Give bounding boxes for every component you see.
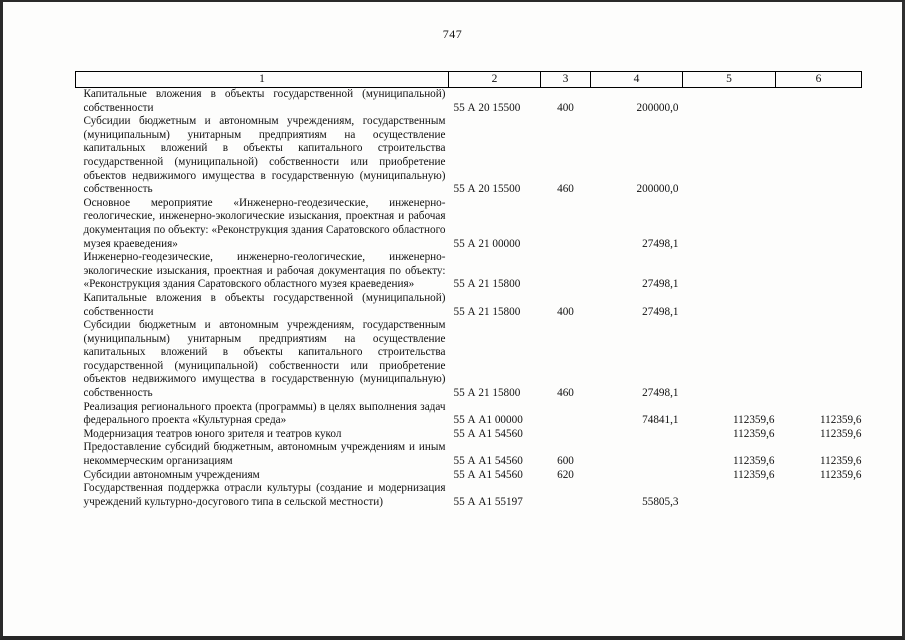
- cell-col6: 112359,6: [819, 455, 862, 468]
- column-header-6: 6: [776, 72, 862, 88]
- cell-col3: [541, 251, 591, 292]
- cell-name: Субсидии бюджетным и автономным учреждениям, государственным (муниципальным) унитарным предприятиям на осуществление капитальных вложений в объекты капитального строительства государственной (муниципальной) собственности или приобретение объектов недвижимого имущества в государственную (муниципальную) собственность: [83, 319, 446, 400]
- cell-col6: [776, 88, 862, 116]
- cell-col5: 112359,6: [732, 414, 775, 427]
- cell-col3: [541, 428, 591, 442]
- cell-col6: 112359,6: [819, 427, 862, 440]
- table-row: [76, 292, 862, 319]
- cell-col5: [683, 319, 776, 401]
- cell-col3: 400: [557, 305, 574, 318]
- column-header-5: 5: [683, 72, 776, 88]
- cell-code: 55 А А1 54560: [453, 427, 523, 440]
- table-row: [76, 401, 862, 428]
- page-number: 747: [442, 27, 463, 41]
- cell-code: 55 А 20 15500: [453, 183, 521, 196]
- cell-code: 55 А 21 15800: [453, 387, 521, 400]
- cell-col3: 460: [557, 387, 574, 400]
- table-row: [76, 88, 862, 116]
- cell-code: 55 А 21 00000: [453, 237, 521, 250]
- table-row: [76, 251, 862, 292]
- cell-name: Инженерно-геодезические, инженерно-геологические, инженерно-экологические изыскания, проектная и рабочая документация по объекту: «Реконструкция здания Саратовского областного музея краеведения»: [83, 251, 446, 291]
- cell-name: Государственная поддержка отрасли культуры (создание и модернизация учреждений культурно-досугового типа в сельской местности): [83, 482, 446, 508]
- cell-col6: [776, 482, 862, 509]
- cell-col4: 27498,1: [642, 278, 679, 291]
- cell-name: Субсидии автономным учреждениям: [83, 468, 260, 481]
- cell-code: 55 А 20 15500: [453, 101, 521, 114]
- cell-col4: 55805,3: [642, 495, 679, 508]
- cell-col3: 600: [557, 455, 574, 468]
- cell-code: 55 А А1 55197: [453, 495, 523, 508]
- table-row: [76, 428, 862, 442]
- cell-name: Модернизация театров юного зрителя и театров кукол: [83, 427, 342, 440]
- cell-code: 55 А А1 54560: [453, 468, 523, 481]
- cell-name: Капитальные вложения в объекты государственной (муниципальной) собственности: [83, 88, 446, 114]
- table-row: [76, 115, 862, 197]
- cell-code: 55 А 21 15800: [453, 305, 521, 318]
- cell-code: 55 А А1 54560: [453, 455, 523, 468]
- cell-name: Субсидии бюджетным и автономным учреждениям, государственным (муниципальным) унитарным предприятиям на осуществление капитальных вложений в объекты капитального строительства государственной (муниципальной) собственности или приобретение объектов недвижимого имущества в государственную (муниципальную) собственность: [83, 115, 446, 196]
- cell-col4: 27498,1: [642, 387, 679, 400]
- cell-col5: 112359,6: [732, 455, 775, 468]
- cell-col4: 27498,1: [642, 237, 679, 250]
- cell-col4: 27498,1: [642, 305, 679, 318]
- cell-col6: [776, 251, 862, 292]
- cell-col4: [591, 441, 683, 468]
- table-row: [76, 319, 862, 401]
- table-row: [76, 469, 862, 483]
- cell-col3: 400: [557, 101, 574, 114]
- cell-col5: 112359,6: [732, 468, 775, 481]
- column-header-4: 4: [591, 72, 683, 88]
- cell-name: Предоставление субсидий бюджетным, автономным учреждениям и иным некоммерческим организациям: [83, 441, 446, 468]
- table-row: [76, 197, 862, 251]
- cell-col4: [591, 428, 683, 442]
- cell-name: Капитальные вложения в объекты государственной (муниципальной) собственности: [83, 291, 446, 318]
- budget-table: [75, 71, 862, 509]
- column-header-2: 2: [449, 72, 541, 88]
- cell-col5: 112359,6: [732, 427, 775, 440]
- cell-col5: [683, 482, 776, 509]
- cell-col6: [776, 292, 862, 319]
- table-header-row: [76, 72, 862, 88]
- cell-col3: [541, 401, 591, 428]
- cell-col6: 112359,6: [819, 414, 862, 427]
- cell-col6: 112359,6: [819, 468, 862, 481]
- cell-col4: [591, 469, 683, 483]
- cell-col6: [776, 319, 862, 401]
- cell-name: Основное мероприятие «Инженерно-геодезические, инженерно-геологические, инженерно-экологические изыскания, проектная и рабочая документация по объекту: «Реконструкция здания Саратовского областного музея краеведения»: [83, 196, 446, 250]
- cell-col3: 620: [557, 468, 574, 481]
- cell-col4: 200000,0: [636, 101, 679, 114]
- cell-code: 55 А А1 00000: [453, 414, 523, 427]
- column-header-1: 1: [76, 72, 449, 88]
- cell-name: Реализация регионального проекта (программы) в целях выполнения задач федерального проекта «Культурная среда»: [83, 400, 446, 427]
- table-row: [76, 441, 862, 468]
- cell-col5: [683, 251, 776, 292]
- column-header-3: 3: [541, 72, 591, 88]
- table-body: [76, 88, 862, 510]
- cell-col6: [776, 115, 862, 197]
- cell-col4: 200000,0: [636, 183, 679, 196]
- cell-col4: 74841,1: [642, 414, 679, 427]
- cell-col5: [683, 88, 776, 116]
- cell-code: 55 А 21 15800: [453, 278, 521, 291]
- cell-col5: [683, 197, 776, 251]
- cell-col3: [541, 482, 591, 509]
- cell-col3: 460: [557, 183, 574, 196]
- cell-col5: [683, 292, 776, 319]
- cell-col5: [683, 115, 776, 197]
- table-row: [76, 482, 862, 509]
- cell-col3: [541, 197, 591, 251]
- cell-col6: [776, 197, 862, 251]
